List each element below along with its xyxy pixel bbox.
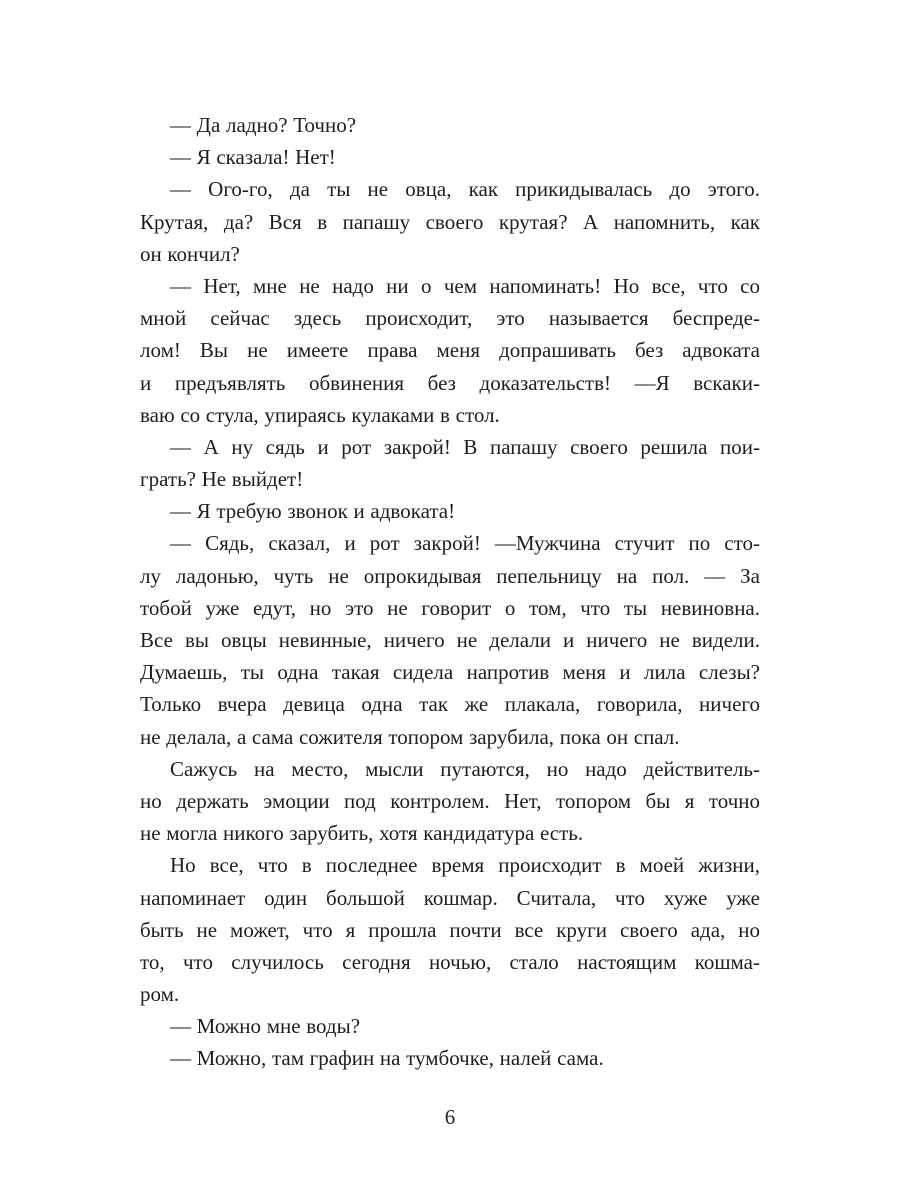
- text-line: — Можно мне воды?: [170, 1014, 361, 1039]
- text-line: Думаешь, ты одна такая сидела напротив меня и лила слезы?: [140, 660, 760, 685]
- text-line: Крутая, да? Вся в папашу своего крутая? А напомнить, как: [140, 209, 760, 234]
- page-text-column: [140, 109, 760, 1075]
- paragraph: [140, 527, 760, 752]
- paragraph: [140, 431, 760, 495]
- paragraph: [140, 109, 760, 141]
- text-line: не делала, а сама сожителя топором зарубила, пока он спал.: [140, 724, 680, 749]
- text-line: ром.: [140, 982, 180, 1007]
- page-number: 6: [444, 1105, 456, 1129]
- text-line: быть не может, что я прошла почти все круги своего ада, но: [140, 917, 760, 942]
- text-line: — Сядь, сказал, и рот закрой! —Мужчина стучит по сто-: [170, 531, 760, 556]
- paragraph: [140, 1042, 760, 1074]
- text-line: Но все, что в последнее время происходит в моей жизни,: [170, 853, 760, 878]
- paragraph: [140, 141, 760, 173]
- text-line: мной сейчас здесь происходит, это называется беспреде-: [140, 306, 760, 331]
- text-line: и предъявлять обвинения без доказательств! —Я вскаки-: [140, 370, 760, 395]
- text-line: Только вчера девица одна так же плакала, говорила, ничего: [140, 692, 760, 717]
- text-line: он кончил?: [140, 241, 240, 266]
- paragraph: [140, 495, 760, 527]
- text-line: ваю со стула, упираясь кулаками в стол.: [140, 402, 500, 427]
- text-line: — Можно, там графин на тумбочке, налей сама.: [170, 1046, 604, 1071]
- text-line: но держать эмоции под контролем. Нет, топором бы я точно: [140, 788, 760, 813]
- text-line: грать? Не выйдет!: [140, 467, 304, 492]
- text-line: — Я требую звонок и адвоката!: [170, 499, 456, 524]
- paragraph: [140, 753, 760, 850]
- text-line: — Да ладно? Точно?: [170, 113, 357, 137]
- paragraph: [140, 1010, 760, 1042]
- paragraph: [140, 270, 760, 431]
- text-line: тобой уже едут, но это не говорит о том, что ты невиновна.: [140, 595, 760, 620]
- text-line: — А ну сядь и рот закрой! В папашу своего решила пои-: [170, 434, 760, 459]
- text-line: напоминает один большой кошмар. Считала, что хуже уже: [140, 885, 760, 910]
- paragraph: [140, 173, 760, 270]
- paragraph: [140, 849, 760, 1010]
- text-line: Сажусь на место, мысли путаются, но надо действитель-: [170, 756, 760, 781]
- text-line: — Ого-го, да ты не овца, как прикидывалась до этого.: [170, 177, 760, 202]
- text-line: — Нет, мне не надо ни о чем напоминать! Но все, что со: [170, 273, 760, 298]
- text-line: Все вы овцы невинные, ничего не делали и ничего не видели.: [140, 628, 760, 652]
- text-line: не могла никого зарубить, хотя кандидатура есть.: [140, 821, 584, 846]
- text-line: лом! Вы не имеете права меня допрашивать без адвоката: [140, 338, 760, 363]
- text-line: лу ладонью, чуть не опрокидывая пепельницу на пол. — За: [140, 563, 760, 588]
- text-line: — Я сказала! Нет!: [170, 145, 336, 170]
- text-line: то, что случилось сегодня ночью, стало настоящим кошма-: [140, 949, 760, 974]
